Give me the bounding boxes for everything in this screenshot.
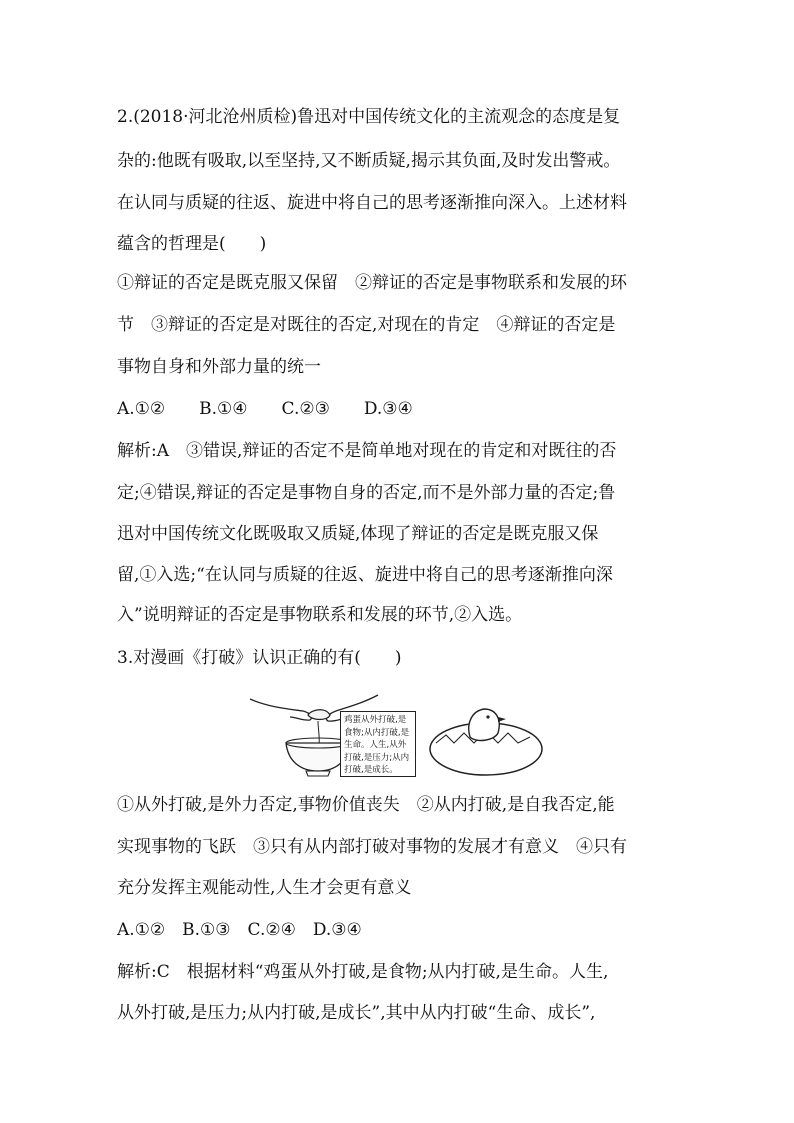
q2-analysis-line-1: 解析:A ③错误,辩证的否定不是简单地对现在的肯定和对既往的否 (117, 441, 617, 461)
q2-analysis-line-5: 入”说明辩证的否定是事物联系和发展的环节,②入选。 (117, 605, 523, 625)
chick-eye (486, 715, 489, 718)
q3-statement-line-1: ①从外打破,是外力否定,事物价值丧失 ②从内打破,是自我否定,能 (117, 795, 615, 815)
q3-statement-line-2: 实现事物的飞跃 ③只有从内部打破对事物的发展才有意义 ④只有 (117, 837, 627, 857)
bowl-base (306, 771, 330, 776)
q2-options: A.①② B.①④ C.②③ D.③④ (117, 399, 413, 419)
q2-stem-line-4: 蕴含的哲理是( ) (117, 234, 267, 254)
q2-stem-line-3: 在认同与质疑的往返、旋进中将自己的思考逐渐推向深入。上述材料 (117, 193, 627, 213)
q3-analysis-line-2: 从外打破,是压力;从内打破,是成长”,其中从内打破“生命、成长”, (117, 1003, 596, 1023)
cartoon-egg-breaking (248, 687, 550, 783)
q2-analysis-line-3: 迅对中国传统文化既吸取又质疑,体现了辩证的否定是既克服又保 (117, 524, 599, 544)
q2-stem-line-1: 2.(2018·河北沧州质检)鲁迅对中国传统文化的主流观念的态度是复 (117, 107, 621, 127)
q2-statement-line-1: ①辩证的否定是既克服又保留 ②辩证的否定是事物联系和发展的环 (117, 273, 627, 293)
q2-analysis-line-4: 留,①入选;“在认同与质疑的往返、旋进中将自己的思考逐渐推向深 (117, 565, 613, 585)
q3-options: A.①② B.①③ C.②④ D.③④ (117, 920, 362, 940)
q2-stem-line-2: 杂的:他既有吸取,以至坚持,又不断质疑,揭示其负面,及时发出警戒。 (117, 151, 621, 171)
q2-statement-line-2: 节 ③辩证的否定是对既往的否定,对现在的肯定 ④辩证的否定是 (117, 315, 616, 335)
q3-stem: 3.对漫画《打破》认识正确的有( ) (117, 648, 402, 668)
cartoon-caption: 鸡蛋从外打破,是食物;从内打破,是生命。人生,从外打破,是压力;从内打破,是成长。 (340, 711, 416, 777)
yolk-drip (318, 721, 319, 745)
chick-beak (498, 717, 506, 722)
q2-statement-line-3: 事物自身和外部力量的统一 (117, 357, 321, 377)
egg-shell (308, 710, 330, 720)
hand-left (250, 699, 312, 720)
q3-analysis-line-1: 解析:C 根据材料“鸡蛋从外打破,是食物;从内打破,是生命。人生, (117, 962, 609, 982)
q2-analysis-line-2: 定;④错误,辩证的否定是事物自身的否定,而不是外部力量的否定;鲁 (117, 483, 616, 503)
chick (469, 709, 499, 740)
q3-statement-line-3: 充分发挥主观能动性,人生才会更有意义 (117, 878, 412, 898)
